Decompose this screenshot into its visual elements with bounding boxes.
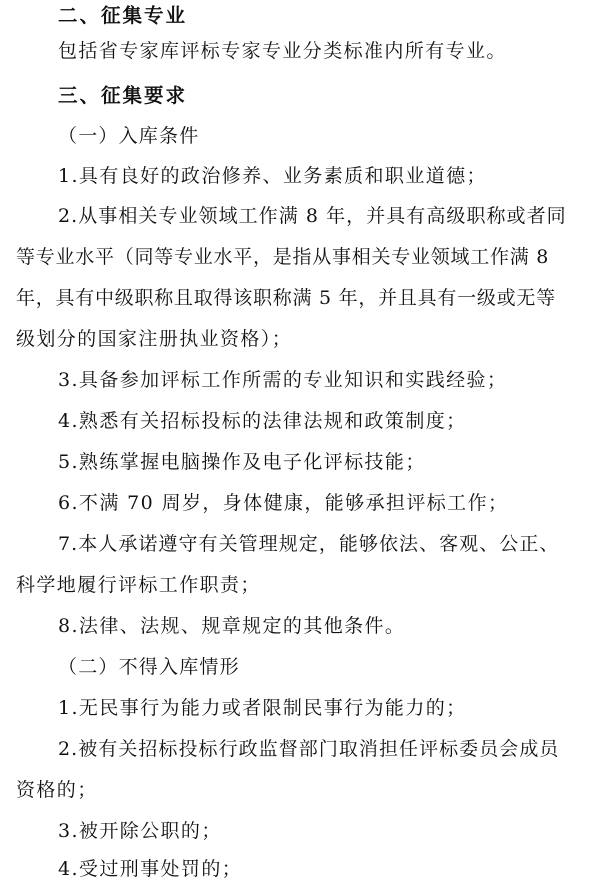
exclusion-item-1: 1.无民事行为能力或者限制民事行为能力的； <box>58 697 467 719</box>
exclusion-item-2-line-2: 资格的； <box>16 779 98 801</box>
subsection-one-heading: （一）入库条件 <box>58 125 200 147</box>
section-two-heading: 二、征集专业 <box>58 4 188 27</box>
exclusion-item-3: 3.被开除公职的； <box>58 820 222 842</box>
condition-item-6: 6.不满 70 周岁，身体健康，能够承担评标工作； <box>58 492 509 514</box>
condition-item-1: 1.具有良好的政治修养、业务素质和职业道德； <box>58 165 487 187</box>
condition-item-3: 3.具备参加评标工作所需的专业知识和实践经验； <box>58 369 508 391</box>
subsection-two-heading: （二）不得入库情形 <box>58 656 240 678</box>
condition-item-2-line-4: 级划分的国家注册执业资格）； <box>16 328 293 350</box>
condition-item-2-line-2: 等专业水平（同等专业水平，是指从事相关专业领域工作满 8 <box>16 246 550 268</box>
condition-item-2-line-3: 年，具有中级职称且取得该职称满 5 年，并且具有一级或无等 <box>16 287 556 309</box>
condition-item-7-line-2: 科学地履行评标工作职责； <box>16 574 261 596</box>
exclusion-item-4: 4.受过刑事处罚的； <box>58 858 243 880</box>
exclusion-item-2-line-1: 2.被有关招标投标行政监督部门取消担任评标委员会成员 <box>58 738 560 760</box>
section-two-text: 包括省专家库评标专家专业分类标准内所有专业。 <box>58 40 507 62</box>
condition-item-4: 4.熟悉有关招标投标的法律法规和政策制度； <box>58 410 467 432</box>
section-three-heading: 三、征集要求 <box>58 84 188 107</box>
condition-item-7-line-1: 7.本人承诺遵守有关管理规定，能够依法、客观、公正、 <box>58 533 560 555</box>
condition-item-8: 8.法律、法规、规章规定的其他条件。 <box>58 615 406 637</box>
condition-item-2-line-1: 2.从事相关专业领域工作满 8 年，并具有高级职称或者同 <box>58 205 567 227</box>
condition-item-5: 5.熟练掌握电脑操作及电子化评标技能； <box>58 451 426 473</box>
